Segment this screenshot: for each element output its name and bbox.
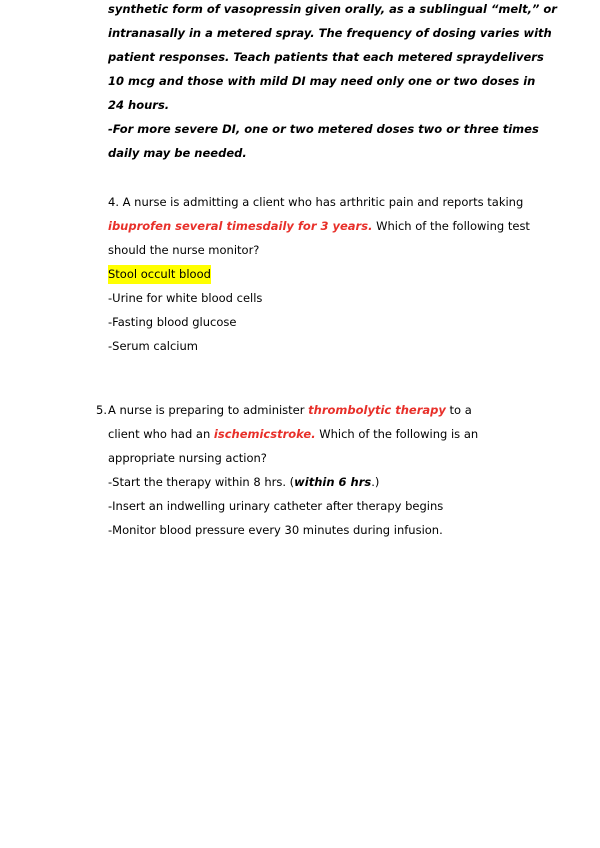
q5-option-1 (108, 475, 379, 489)
q4-stem-line-2-rest: Which of the following test (372, 219, 530, 233)
q4-answer (108, 267, 211, 281)
q5-option-3: -Monitor blood pressure every 30 minutes during infusion. (108, 523, 443, 537)
q4-emphasis: ibuprofen several timesdaily for 3 years. (108, 219, 373, 233)
q4-option-3: -Serum calcium (108, 339, 198, 353)
para-line-3: patient responses. Teach patients that each metered spraydelivers (108, 50, 544, 64)
q4-stem-line-2 (108, 219, 530, 233)
para-line-2: intranasally in a metered spray. The frequency of dosing varies with (108, 26, 552, 40)
q5-option-1-a: -Start the therapy within 8 hrs. ( (108, 475, 295, 489)
q5-stem-line-2-b: Which of the following is an (315, 427, 479, 441)
q5-option-1-b: .) (371, 475, 380, 489)
q5-option-1-bold: within 6 hrs (294, 475, 372, 489)
para-line-6: -For more severe DI, one or two metered doses two or three times (108, 122, 539, 136)
para-line-5: 24 hours. (108, 98, 170, 112)
q5-stem-line-3: appropriate nursing action? (108, 451, 267, 465)
q5-emphasis-2: ischemicstroke. (213, 427, 316, 441)
q4-stem-line-1: 4. A nurse is admitting a client who has arthritic pain and reports taking (108, 195, 524, 209)
q5-number: 5. (96, 403, 107, 417)
q5-stem-line-2-a: client who had an (108, 427, 214, 441)
para-line-1: synthetic form of vasopressin given orally, as a sublingual “melt,” or (108, 2, 557, 16)
q4-stem-line-3: should the nurse monitor? (108, 243, 260, 257)
para-line-4: 10 mcg and those with mild DI may need only one or two doses in (108, 74, 536, 88)
q4-option-1: -Urine for white blood cells (108, 291, 263, 305)
q5-stem-line-1 (108, 403, 472, 417)
q4-answer-highlight: Stool occult blood (108, 265, 211, 284)
para-line-7: daily may be needed. (108, 146, 247, 160)
q5-stem-line-1-b: to a (445, 403, 472, 417)
q4-option-2: -Fasting blood glucose (108, 315, 237, 329)
q5-emphasis-1: thrombolytic therapy (308, 403, 446, 417)
q5-stem-line-1-a: A nurse is preparing to administer (108, 403, 309, 417)
q5-stem-line-2 (108, 427, 478, 441)
q5-option-2: -Insert an indwelling urinary catheter after therapy begins (108, 499, 444, 513)
